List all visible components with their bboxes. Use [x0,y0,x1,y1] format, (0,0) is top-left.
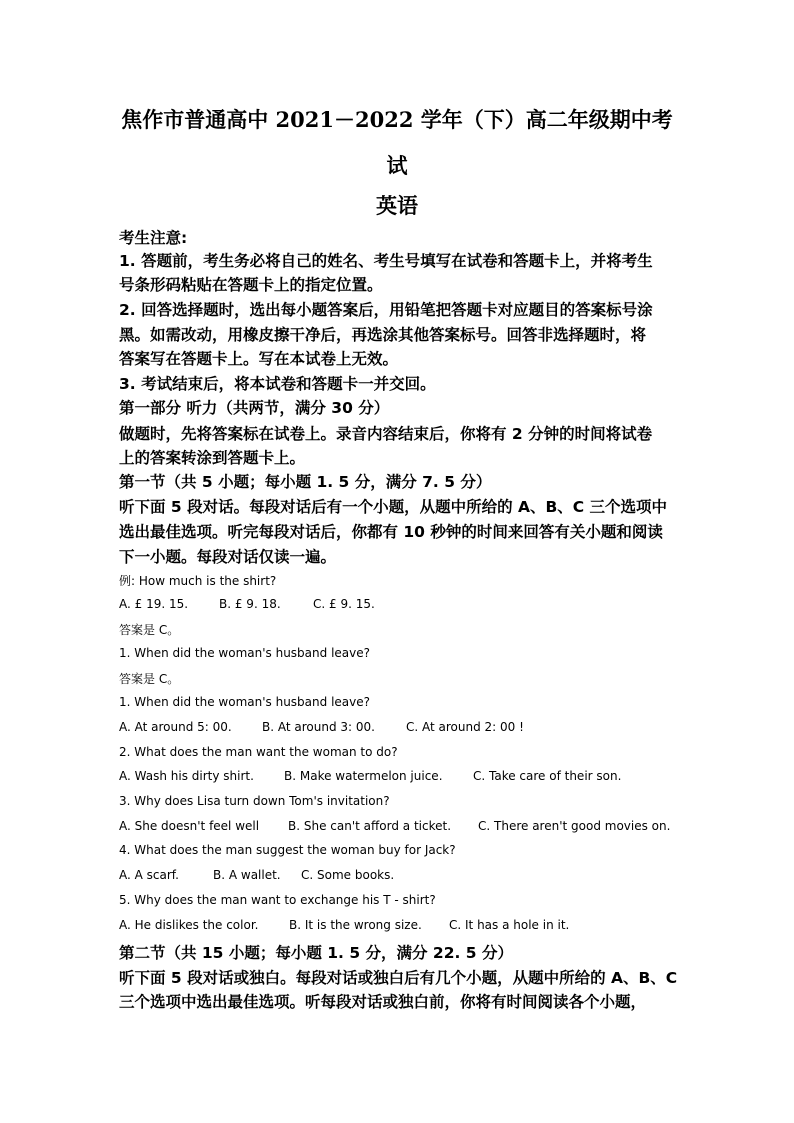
question-1-option-a: A. At around 5: 00. [119,720,232,734]
notice-item-2-cont2: 答案写在答题卡上。写在本试卷上无效。 [119,350,399,368]
section1-intro-cont: 选出最佳选项。听完每段对话后，你都有 10 秒钟的时间来回答有关小题和阅读 [119,523,663,541]
example-option-b: B. £ 9. 18. [219,597,281,611]
notice-item-3: 3. 考试结束后，将本试卷和答题卡一并交回。 [119,375,436,393]
example-option-c: C. £ 9. 15. [313,597,375,611]
notice-heading: 考生注意: [119,229,188,247]
section2-intro-cont: 三个选项中选出最佳选项。听每段对话或独白前，你将有时间阅读各个小题， [119,993,647,1011]
question-2-option-c: C. Take care of their son. [473,769,622,783]
notice-item-1-cont: 号条形码粘贴在答题卡上的指定位置。 [119,276,383,294]
question-1: 1. When did the woman's husband leave? [119,695,370,709]
question-4-option-c: C. Some books. [301,868,395,882]
exam-title-continued: 试 [386,153,408,178]
exam-title: 焦作市普通高中 2021－2022 学年（下）高二年级期中考 [121,107,673,132]
section2-heading: 第二节（共 15 小题；每小题 1. 5 分，满分 22. 5 分） [119,944,513,962]
repeat-question: 1. When did the woman's husband leave? [119,646,370,660]
notice-item-1: 1. 答题前，考生务必将自己的姓名、考生号填写在试卷和答题卡上，并将考生 [119,252,653,270]
section1-intro: 听下面 5 段对话。每段对话后有一个小题，从题中所给的 A、B、C 三个选项中 [119,498,668,516]
question-3-option-a: A. She doesn't feel well [119,819,260,833]
part1-intro: 做题时，先将答案标在试卷上。录音内容结束后，你将有 2 分钟的时间将试卷 [119,425,653,443]
question-2-option-a: A. Wash his dirty shirt. [119,769,254,783]
section2-intro: 听下面 5 段对话或独白。每段对话或独白后有几个小题，从题中所给的 A、B、C [119,969,678,987]
question-5-option-a: A. He dislikes the color. [119,918,259,932]
example-answer: 答案是 C。 [119,623,180,637]
section1-intro-cont2: 下一小题。每段对话仅读一遍。 [119,548,337,566]
question-3-option-b: B. She can't afford a ticket. [288,819,452,833]
question-5-option-c: C. It has a hole in it. [449,918,570,932]
question-4-option-b: B. A wallet. [213,868,281,882]
question-5: 5. Why does the man want to exchange his T - shirt? [119,893,436,907]
question-2-option-b: B. Make watermelon juice. [284,769,443,783]
question-4-option-a: A. A scarf. [119,868,179,882]
notice-item-2: 2. 回答选择题时，选出每小题答案后，用铅笔把答题卡对应题目的答案标号涂 [119,301,653,319]
question-1-option-b: B. At around 3: 00. [262,720,375,734]
question-3: 3. Why does Lisa turn down Tom's invitation? [119,794,390,808]
notice-item-2-cont: 黑。如需改动，用橡皮擦干净后，再选涂其他答案标号。回答非选择题时，将 [119,326,647,344]
question-1-option-c: C. At around 2: 00 ! [406,720,524,734]
question-4: 4. What does the man suggest the woman buy for Jack? [119,843,456,857]
example-question: 例: How much is the shirt? [119,574,277,588]
section1-heading: 第一节（共 5 小题；每小题 1. 5 分，满分 7. 5 分） [119,473,492,491]
question-2: 2. What does the man want the woman to do? [119,745,398,759]
repeat-answer: 答案是 C。 [119,672,180,686]
subject-title: 英语 [376,193,418,218]
question-3-option-c: C. There aren't good movies on. [478,819,671,833]
part1-heading: 第一部分 听力（共两节，满分 30 分） [119,399,390,417]
question-5-option-b: B. It is the wrong size. [289,918,422,932]
part1-intro-cont: 上的答案转涂到答题卡上。 [119,449,306,467]
example-option-a: A. £ 19. 15. [119,597,189,611]
